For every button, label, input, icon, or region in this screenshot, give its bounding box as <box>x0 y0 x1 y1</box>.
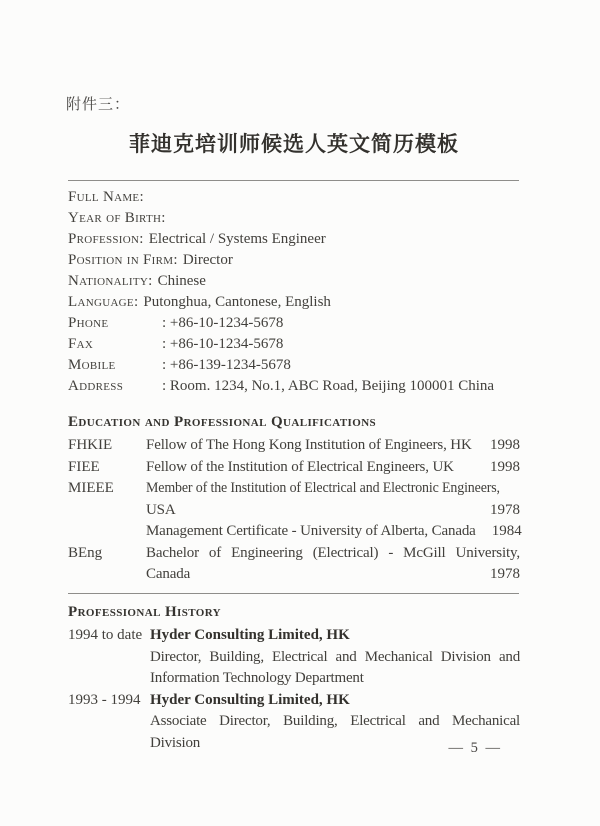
info-label: Language: <box>68 294 139 310</box>
info-value: Putonghua, Cantonese, English <box>143 294 331 310</box>
qualification-abbr: FHKIE <box>68 437 113 453</box>
role-description-line: Associate Director, Building, Electrical and Mechanical <box>150 713 520 729</box>
info-line-position <box>68 250 520 271</box>
contact-label: Fax <box>68 336 94 352</box>
info-label: Full Name: <box>68 189 144 205</box>
qualification-text: Canada <box>146 566 191 582</box>
contact-label: Mobile <box>68 357 116 373</box>
qualification-abbr <box>68 500 146 522</box>
info-label: Year of Birth: <box>68 210 166 226</box>
header-divider <box>68 180 519 181</box>
qualification-year: 1998 <box>490 437 520 453</box>
info-value: Electrical / Systems Engineer <box>148 231 326 247</box>
contact-row-address <box>68 376 520 397</box>
education-row <box>68 435 520 457</box>
employment-period: 1994 to date <box>68 627 143 643</box>
role-description-line: Division <box>150 734 201 751</box>
qualification-text: Fellow of the Institution of Electrical Engineers, UK <box>146 458 454 475</box>
qualification-text: Management Certificate - University of Alberta, Canada <box>146 523 476 539</box>
qualification-text: Fellow of The Hong Kong Institution of Engineers, HK <box>146 437 472 453</box>
contact-row-mobile <box>68 355 520 376</box>
info-label: Profession: <box>68 231 144 247</box>
info-line-language <box>68 292 520 313</box>
qualification-year: 1978 <box>490 501 520 518</box>
info-value: Chinese <box>157 273 206 289</box>
qualification-abbr: FIEE <box>68 458 100 475</box>
contact-label: Phone <box>68 315 109 331</box>
education-row <box>68 457 520 479</box>
attachment-label: 附件三： <box>66 97 131 113</box>
contact-row-phone <box>68 313 520 334</box>
company-name: Hyder Consulting Limited, HK <box>150 627 350 643</box>
history-heading: Professional History <box>68 604 222 620</box>
info-label: Nationality: <box>68 273 153 289</box>
personal-info-section <box>68 187 520 397</box>
info-line-year-of-birth <box>68 208 520 229</box>
info-line-nationality <box>68 271 520 292</box>
qualification-text: USA <box>146 501 176 518</box>
education-row <box>68 521 520 543</box>
qualification-text: Bachelor of Engineering (Electrical) - McGill University, <box>146 544 520 561</box>
info-line-profession <box>68 229 520 250</box>
role-description-line: Director, Building, Electrical and Mechanical Division and <box>150 648 520 665</box>
qualification-year: 1984 <box>491 523 522 539</box>
page-number: — 5 — <box>448 740 502 756</box>
education-row <box>68 478 520 500</box>
education-row <box>68 500 520 522</box>
role-description-line: Information Technology Department <box>150 670 364 686</box>
education-heading: Education and Professional Qualifications <box>68 414 377 430</box>
contact-value: : +86-139-1234-5678 <box>162 357 291 373</box>
contact-value: : Room. 1234, No.1, ABC Road, Beijing 100001 China <box>162 378 495 394</box>
qualification-abbr <box>68 564 146 586</box>
qualification-year: 1978 <box>490 566 520 582</box>
company-name: Hyder Consulting Limited, HK <box>150 691 350 708</box>
professional-history-section <box>68 601 520 754</box>
employment-details <box>150 625 520 690</box>
education-row <box>68 564 520 586</box>
qualification-year: 1998 <box>490 458 520 475</box>
education-row <box>68 543 520 565</box>
contact-label: Address <box>68 378 124 394</box>
employment-period: 1993 - 1994 <box>68 691 141 708</box>
qualification-abbr: BEng <box>68 544 103 561</box>
info-value: Director <box>182 252 233 268</box>
section-divider <box>68 593 519 594</box>
page-title: 菲迪克培训师候选人英文简历模板 <box>129 132 459 156</box>
qualification-abbr <box>68 521 146 543</box>
contact-row-fax <box>68 334 520 355</box>
contact-value: : +86-10-1234-5678 <box>162 315 284 331</box>
qualification-text: Member of the Institution of Electrical and Electronic Engineers, <box>146 480 500 496</box>
education-section <box>68 411 520 586</box>
info-line-full-name <box>68 187 520 208</box>
qualification-abbr: MIEEE <box>68 480 114 496</box>
history-entry <box>68 625 520 690</box>
contact-value: : +86-10-1234-5678 <box>162 336 284 352</box>
info-label: Position in Firm: <box>68 252 178 268</box>
